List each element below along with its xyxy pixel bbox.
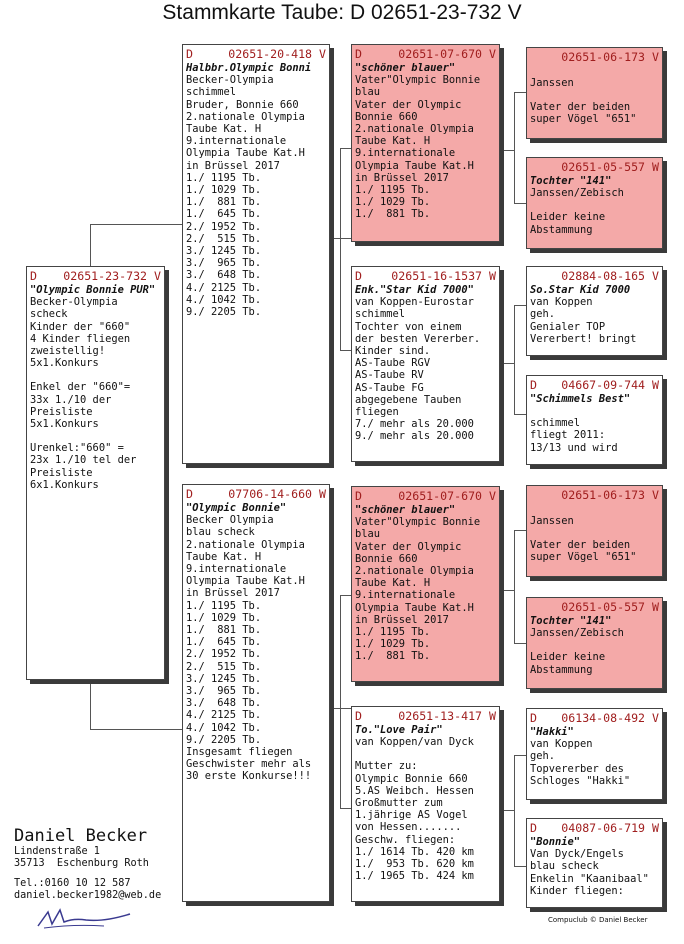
ring-number: 02884-08-165 V: [561, 269, 659, 283]
owner-phone: Tel.:0160 10 12 587: [14, 878, 131, 889]
card-line: [530, 65, 659, 77]
pigeon-name: "schöner blauer": [355, 504, 456, 516]
connector: [500, 590, 514, 591]
owner-street: Lindenstraße 1: [14, 846, 100, 857]
card-line: in Brüssel 2017: [355, 613, 449, 626]
card-line: 9./ 2205 Tb.: [186, 733, 262, 746]
mother-card: [182, 484, 330, 902]
card-line: Leider keine: [530, 211, 606, 224]
fff-card: [526, 47, 663, 139]
card-line: Kinder sind.: [355, 345, 431, 358]
fmf-card: [526, 266, 663, 356]
card-line: Bruder, Bonnie 660: [186, 98, 299, 111]
sex-code: D: [30, 269, 37, 283]
connector: [340, 350, 351, 351]
card-line: von Hessen.......: [355, 821, 462, 834]
card-line: blau: [355, 528, 381, 541]
card-header: [355, 47, 496, 61]
subject-card: [26, 266, 165, 680]
card-line: 2./ 515 Tb.: [186, 232, 262, 245]
father-father-card: [351, 44, 500, 242]
mmf-card: [526, 708, 663, 800]
connector: [514, 530, 515, 644]
card-line: Bonnie 660: [355, 552, 418, 565]
card-line: 6x1.Konkurs: [30, 478, 99, 491]
connector: [514, 530, 526, 531]
card-line: Vater"Olympic Bonnie: [355, 74, 481, 87]
card-line: 4 Kinder fliegen: [30, 332, 131, 345]
card-header: [530, 488, 659, 502]
connector: [514, 866, 526, 867]
card-line: 1./ 881 Tb.: [355, 208, 431, 221]
card-line: 4./ 1042 Tb.: [186, 293, 262, 306]
connector: [90, 224, 91, 266]
card-line: Bonnie 660: [355, 110, 418, 123]
card-line: [30, 430, 161, 442]
card-line: scheck: [30, 308, 68, 321]
card-line: Abstammung: [530, 223, 593, 236]
ring-number: 04087-06-719 W: [561, 821, 659, 835]
mfm-card: [526, 597, 663, 689]
card-line: Abstammung: [530, 663, 593, 676]
card-line: Vater der beiden: [530, 101, 631, 114]
card-header: [30, 269, 161, 283]
card-line: 9.internationale: [186, 563, 287, 576]
connector: [340, 148, 341, 350]
card-line: 23x 1./10 tel der: [30, 454, 137, 467]
card-line: 5.AS Weibch. Hessen: [355, 784, 474, 797]
card-line: Preisliste: [30, 405, 93, 418]
fmm-card: [526, 375, 663, 465]
card-line: fliegen: [355, 406, 399, 419]
card-line: AS-Taube FG: [355, 381, 424, 394]
sex-code: D: [530, 378, 537, 392]
card-line: in Brüssel 2017: [355, 171, 449, 184]
mmm-card: [526, 818, 663, 908]
owner-email: daniel.becker1982@web.de: [14, 890, 162, 901]
card-header: [355, 269, 496, 283]
card-line: 1.jährige AS Vogel: [355, 809, 468, 822]
card-line: geh.: [530, 750, 556, 763]
card-line: [30, 369, 161, 381]
card-line: zweistellig!: [30, 345, 106, 358]
card-line: Taube Kat. H: [355, 135, 431, 148]
card-line: super Vögel "651": [530, 551, 637, 564]
card-line: AS-Taube RV: [355, 369, 424, 382]
ring-number: 02651-23-732 V: [63, 269, 161, 283]
card-line: 2.nationale Olympia: [355, 565, 474, 578]
card-line: 3./ 1245 Tb.: [186, 672, 262, 685]
card-line: 1./ 881 Tb.: [186, 624, 262, 637]
ring-number: 02651-16-1537 W: [391, 269, 496, 283]
card-line: Großmutter zum: [355, 797, 443, 810]
father-card: [182, 44, 330, 464]
connector: [90, 729, 182, 730]
card-line: 1./ 1614 Tb. 420 km: [355, 845, 474, 858]
connector: [514, 414, 526, 415]
card-header: [186, 47, 326, 61]
card-line: in Brüssel 2017: [186, 159, 280, 172]
pigeon-name: "Hakki": [530, 726, 574, 738]
sex-code: D: [355, 269, 362, 283]
pigeon-name: "Olympic Bonnie PUR": [30, 284, 156, 296]
card-line: schimmel: [530, 417, 581, 430]
pigeon-name: So.Star Kid 7000: [530, 284, 631, 296]
ring-number: 04667-09-744 W: [561, 378, 659, 392]
connector: [90, 680, 91, 730]
ring-number: 02651-05-557 W: [561, 160, 659, 174]
pigeon-name: Tochter "141": [530, 175, 612, 187]
card-line: Vererbert! bringt: [530, 332, 637, 345]
owner-name: Daniel Becker: [14, 826, 148, 846]
card-header: [355, 489, 496, 503]
ring-number: 02651-05-557 W: [561, 600, 659, 614]
card-line: Enkelin "Kaanibaal": [530, 872, 649, 885]
card-line: Enkel der "660"=: [30, 381, 131, 394]
card-line: 1./ 1195 Tb.: [355, 626, 431, 639]
card-line: 3./ 965 Tb.: [186, 685, 262, 698]
pigeon-name: "Schimmels Best": [530, 393, 631, 405]
card-line: van Koppen-Eurostar: [355, 296, 474, 309]
card-line: Taube Kat. H: [355, 577, 431, 590]
card-line: 3./ 648 Tb.: [186, 269, 262, 282]
card-line: 5x1.Konkurs: [30, 357, 99, 370]
connector: [340, 808, 351, 809]
card-line: [530, 89, 659, 101]
mother-mother-card: [351, 706, 500, 902]
card-line: 4./ 1042 Tb.: [186, 721, 262, 734]
footer-credit: Compuclub © Daniel Becker: [548, 916, 648, 924]
card-line: 1./ 1195 Tb.: [186, 599, 262, 612]
card-line: 5x1.Konkurs: [30, 418, 99, 431]
card-line: 7./ mehr als 20.000: [355, 418, 474, 431]
connector: [514, 305, 526, 306]
connector: [514, 643, 526, 644]
card-line: Olympia Taube Kat.H: [186, 575, 305, 588]
sex-code: D: [355, 47, 362, 61]
card-line: Mutter zu:: [355, 760, 418, 773]
card-line: der besten Vererber.: [355, 332, 481, 345]
card-line: 9./ 2205 Tb.: [186, 306, 262, 319]
card-header: [530, 378, 659, 392]
pigeon-name: "Olympic Bonnie": [186, 502, 287, 514]
card-line: schimmel: [355, 308, 406, 321]
pigeon-name: Enk."Star Kid 7000": [355, 284, 474, 296]
card-line: 2./ 1952 Tb.: [186, 220, 262, 233]
card-header: [530, 269, 659, 283]
card-line: Genialer TOP: [530, 320, 606, 333]
pigeon-name: Halbbr.Olympic Bonni: [186, 62, 312, 74]
card-line: Insgesamt fliegen: [186, 746, 293, 759]
card-line: 2.nationale Olympia: [355, 123, 474, 136]
card-line: van Koppen: [530, 738, 593, 751]
signature-icon: [34, 904, 134, 932]
card-line: 4./ 2125 Tb.: [186, 281, 262, 294]
card-line: Becker Olympia: [186, 514, 274, 527]
card-line: van Koppen: [530, 296, 593, 309]
card-line: schimmel: [186, 86, 237, 99]
card-line: Leider keine: [530, 651, 606, 664]
mff-card: [526, 485, 663, 577]
card-line: 2.nationale Olympia: [186, 110, 305, 123]
connector: [514, 92, 526, 93]
card-header: [355, 709, 496, 723]
ring-number: 02651-06-173 V: [561, 488, 659, 502]
card-line: Vater der Olympic: [355, 98, 462, 111]
card-line: Olympic Bonnie 660: [355, 772, 468, 785]
ring-number: 02651-07-670 V: [398, 489, 496, 503]
ring-number: 07706-14-660 W: [228, 487, 326, 501]
owner-block: [14, 826, 161, 932]
card-line: 9.internationale: [186, 135, 287, 148]
card-line: 4./ 2125 Tb.: [186, 709, 262, 722]
card-line: 1./ 1029 Tb.: [355, 638, 431, 651]
card-line: [530, 199, 659, 211]
card-line: [530, 639, 659, 651]
card-line: 2.nationale Olympia: [186, 538, 305, 551]
connector: [514, 203, 526, 204]
card-line: Geschwister mehr als: [186, 758, 312, 771]
ring-number: 02651-20-418 V: [228, 47, 326, 61]
ring-number: 02651-13-417 W: [398, 709, 496, 723]
card-line: [355, 748, 496, 760]
card-line: [530, 527, 659, 539]
sex-code: D: [186, 487, 193, 501]
card-line: 1./ 1195 Tb.: [186, 171, 262, 184]
card-line: in Brüssel 2017: [186, 587, 280, 600]
card-line: 1./ 1029 Tb.: [186, 611, 262, 624]
card-line: Urenkel:"660" =: [30, 442, 124, 455]
page-title: Stammkarte Taube: D 02651-23-732 V: [162, 1, 522, 24]
card-line: Tochter von einem: [355, 320, 462, 333]
connector: [500, 810, 514, 811]
card-line: abgegebene Tauben: [355, 393, 462, 406]
card-line: Taube Kat. H: [186, 123, 262, 136]
card-line: 1./ 953 Tb. 620 km: [355, 858, 474, 871]
ring-number: 02651-06-173 V: [561, 50, 659, 64]
sex-code: D: [355, 709, 362, 723]
connector: [500, 363, 514, 364]
card-line: Janssen: [530, 77, 574, 89]
connector: [90, 224, 182, 225]
card-line: Vater der beiden: [530, 539, 631, 552]
card-header: [186, 487, 326, 501]
connector: [340, 595, 341, 809]
connector: [340, 148, 351, 149]
card-line: [530, 405, 659, 417]
card-line: Janssen/Zebisch: [530, 627, 624, 640]
card-line: blau: [355, 86, 381, 99]
card-line: Olympia Taube Kat.H: [355, 601, 474, 614]
card-line: 3./ 1245 Tb.: [186, 245, 262, 258]
card-line: 2./ 1952 Tb.: [186, 648, 262, 661]
card-line: Kinder fliegen:: [530, 884, 624, 897]
ring-number: 06134-08-492 V: [561, 711, 659, 725]
card-line: Becker-Olympia: [186, 74, 274, 87]
card-header: [530, 160, 659, 174]
card-line: Preisliste: [30, 466, 93, 479]
mother-father-card: [351, 486, 500, 682]
card-line: Schloges "Hakki": [530, 774, 631, 787]
card-header: [530, 50, 659, 64]
card-line: Janssen: [530, 515, 574, 527]
card-header: [530, 821, 659, 835]
card-line: 1./ 645 Tb.: [186, 208, 262, 221]
card-line: Kinder der "660": [30, 320, 131, 333]
card-line: 1./ 645 Tb.: [186, 636, 262, 649]
connector: [500, 150, 514, 151]
card-line: van Koppen/van Dyck: [355, 736, 474, 749]
card-line: 2./ 515 Tb.: [186, 660, 262, 673]
card-line: Topvererber des: [530, 762, 624, 775]
card-line: geh.: [530, 308, 556, 321]
connector: [514, 305, 515, 415]
card-line: 30 erste Konkurse!!!: [186, 770, 312, 783]
card-line: blau scheck: [530, 860, 599, 873]
owner-city: 35713 Eschenburg Roth: [14, 858, 149, 869]
card-header: [530, 600, 659, 614]
card-line: 9./ mehr als 20.000: [355, 430, 474, 443]
ffm-card: [526, 157, 663, 249]
sex-code: D: [530, 821, 537, 835]
card-line: Janssen/Zebisch: [530, 187, 624, 200]
card-line: 1./ 881 Tb.: [186, 196, 262, 209]
card-line: 13/13 und wird: [530, 441, 618, 454]
sex-code: D: [355, 489, 362, 503]
card-line: super Vögel "651": [530, 113, 637, 126]
card-header: [530, 711, 659, 725]
card-line: 1./ 1965 Tb. 424 km: [355, 870, 474, 883]
connector: [514, 92, 515, 204]
connector: [514, 755, 515, 867]
card-line: Olympia Taube Kat.H: [355, 159, 474, 172]
card-line: 1./ 881 Tb.: [355, 650, 431, 663]
father-mother-card: [351, 266, 500, 462]
card-line: 9.internationale: [355, 589, 456, 602]
card-line: Olympia Taube Kat.H: [186, 147, 305, 160]
card-line: Becker-Olympia: [30, 296, 118, 309]
sex-code: D: [186, 47, 193, 61]
card-line: AS-Taube RGV: [355, 357, 431, 370]
connector: [340, 595, 351, 596]
card-line: [530, 503, 659, 515]
card-line: fliegt 2011:: [530, 429, 606, 442]
card-line: 3./ 648 Tb.: [186, 697, 262, 710]
pigeon-name: To."Love Pair": [355, 724, 443, 736]
card-line: 3./ 965 Tb.: [186, 257, 262, 270]
card-line: 9.internationale: [355, 147, 456, 160]
card-line: Vater"Olympic Bonnie: [355, 516, 481, 529]
card-line: 1./ 1029 Tb.: [186, 184, 262, 197]
connector: [514, 755, 526, 756]
pigeon-name: "schöner blauer": [355, 62, 456, 74]
card-line: blau scheck: [186, 526, 255, 539]
ring-number: 02651-07-670 V: [398, 47, 496, 61]
pigeon-name: Tochter "141": [530, 615, 612, 627]
sex-code: D: [530, 711, 537, 725]
card-line: Taube Kat. H: [186, 550, 262, 563]
card-line: 1./ 1029 Tb.: [355, 196, 431, 209]
pigeon-name: "Bonnie": [530, 836, 581, 848]
card-line: 33x 1./10 der: [30, 393, 112, 406]
card-line: Van Dyck/Engels: [530, 848, 624, 861]
card-line: Geschw. fliegen:: [355, 833, 456, 846]
card-line: Vater der Olympic: [355, 540, 462, 553]
card-line: 1./ 1195 Tb.: [355, 184, 431, 197]
